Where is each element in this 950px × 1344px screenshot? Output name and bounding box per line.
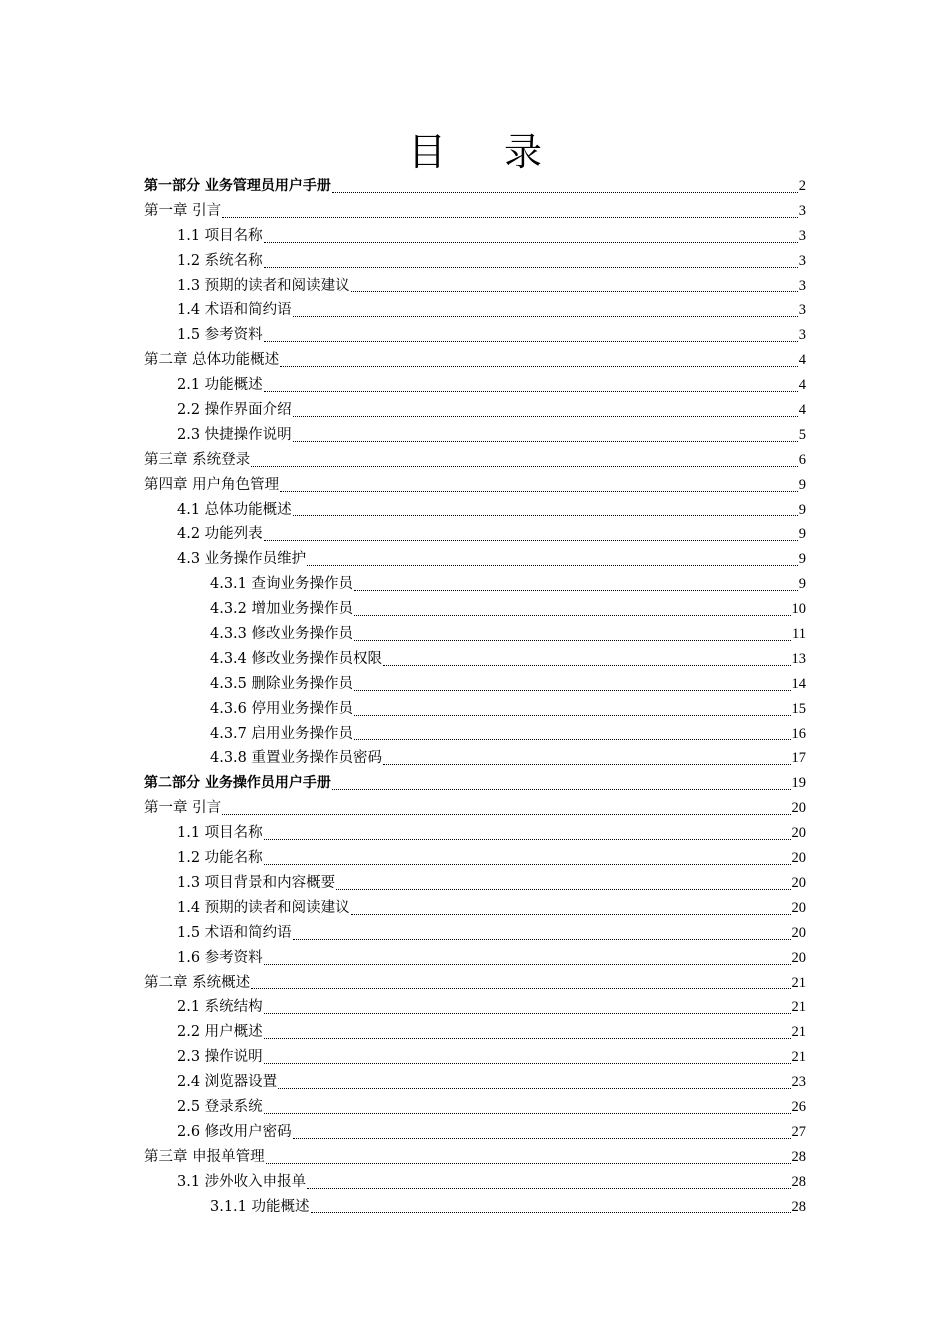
toc-dot-leader: [264, 390, 798, 392]
toc-entry[interactable]: [144, 498, 806, 523]
toc-title: [0, 128, 950, 176]
toc-entry-title: 第一章 引言: [144, 202, 222, 219]
toc-dot-leader: [307, 564, 798, 566]
toc-entry[interactable]: [144, 348, 806, 373]
toc-entry-page-number: 9: [798, 576, 806, 593]
toc-entry-title: 4.1 总体功能概述: [177, 501, 292, 518]
toc-dot-leader: [222, 813, 790, 815]
toc-dot-leader: [293, 514, 798, 516]
toc-entry-title: 4.3.8 重置业务操作员密码: [210, 750, 383, 767]
toc-entry-page-number: 4: [798, 352, 806, 369]
toc-dot-leader: [354, 589, 798, 591]
toc-entry[interactable]: [144, 423, 806, 448]
toc-entry-page-number: 3: [798, 252, 806, 269]
toc-entry-page-number: 20: [791, 800, 806, 817]
toc-dot-leader: [293, 415, 798, 417]
toc-entry-page-number: 20: [791, 825, 806, 842]
toc-entry[interactable]: [144, 522, 806, 547]
toc-entry[interactable]: [144, 1045, 806, 1070]
toc-entry-title: 4.2 功能列表: [177, 526, 263, 543]
toc-entry[interactable]: [144, 597, 806, 622]
toc-entry-page-number: 14: [791, 675, 806, 692]
toc-entry-title: 第一部分 业务管理员用户手册: [144, 178, 331, 194]
toc-entry-title: 1.1 项目名称: [177, 825, 263, 842]
toc-dot-leader: [264, 863, 791, 865]
toc-dot-leader: [293, 440, 798, 442]
toc-entry-page-number: 28: [791, 1173, 806, 1190]
toc-entry-title: 1.5 参考资料: [177, 327, 263, 344]
toc-dot-leader: [251, 987, 790, 989]
toc-entry-page-number: 5: [798, 426, 806, 443]
toc-dot-leader: [293, 1137, 791, 1139]
toc-entry-title: 第二部分 业务操作员用户手册: [144, 775, 331, 792]
toc-dot-leader: [264, 1037, 791, 1039]
toc-entry-title: 1.6 参考资料: [177, 949, 263, 966]
toc-entry-title: 2.5 登录系统: [177, 1098, 263, 1115]
toc-entry[interactable]: [144, 672, 806, 697]
toc-entry[interactable]: [144, 298, 806, 323]
toc-dot-leader: [222, 216, 798, 218]
toc-entry[interactable]: [144, 1120, 806, 1145]
toc-dot-leader: [280, 490, 798, 492]
toc-entry-page-number: 28: [791, 1148, 806, 1165]
toc-entry-title: 1.2 功能名称: [177, 850, 263, 867]
toc-dot-leader: [383, 664, 790, 666]
toc-entry[interactable]: [144, 1170, 806, 1195]
toc-entry[interactable]: [144, 249, 806, 274]
toc-entry-page-number: 21: [791, 1049, 806, 1066]
toc-entry-page-number: 17: [791, 750, 806, 767]
toc-dot-leader: [351, 290, 798, 292]
toc-dot-leader: [293, 938, 791, 940]
toc-dot-leader: [354, 738, 790, 740]
toc-entry-title: 1.4 术语和简约语: [177, 302, 292, 319]
toc-entry[interactable]: [144, 398, 806, 423]
toc-entry-page-number: 21: [791, 974, 806, 991]
toc-dot-leader: [332, 191, 798, 193]
toc-dot-leader: [251, 465, 798, 467]
toc-entry[interactable]: [144, 971, 806, 996]
toc-entry-page-number: 3: [798, 227, 806, 244]
toc-dot-leader: [264, 963, 791, 965]
toc-entry-page-number: 11: [792, 626, 806, 643]
toc-entry[interactable]: [144, 448, 806, 473]
toc-entry[interactable]: [144, 746, 806, 771]
toc-entry-title: 1.1 项目名称: [177, 227, 263, 244]
toc-dot-leader: [264, 1112, 791, 1114]
toc-entry-title: 2.3 操作说明: [177, 1049, 263, 1066]
toc-entry-title: 2.4 浏览器设置: [177, 1074, 278, 1091]
toc-entry-page-number: 9: [798, 526, 806, 543]
toc-entry-title: 4.3.6 停用业务操作员: [210, 700, 354, 717]
toc-dot-leader: [293, 315, 798, 317]
toc-entry-page-number: 20: [791, 874, 806, 891]
toc-dot-leader: [354, 614, 790, 616]
toc-entry[interactable]: [144, 722, 806, 747]
toc-entry-page-number: 3: [798, 302, 806, 319]
toc-entry-page-number: 28: [791, 1198, 806, 1215]
toc-dot-leader: [264, 539, 798, 541]
toc-entry[interactable]: [144, 473, 806, 498]
toc-title-char-2: 录: [504, 130, 543, 174]
toc-entry[interactable]: [144, 1145, 806, 1170]
toc-entry[interactable]: [144, 1020, 806, 1045]
toc-entry[interactable]: [144, 1095, 806, 1120]
toc-entry-title: 第三章 申报单管理: [144, 1148, 265, 1165]
toc-dot-leader: [332, 788, 791, 790]
table-of-contents: [144, 174, 806, 1219]
toc-dot-leader: [264, 241, 798, 243]
toc-entry[interactable]: [144, 199, 806, 224]
toc-entry-title: 2.2 操作界面介绍: [177, 402, 292, 419]
toc-entry-title: 第四章 用户角色管理: [144, 476, 280, 493]
toc-entry[interactable]: [144, 796, 806, 821]
toc-entry-title: 2.6 修改用户密码: [177, 1123, 292, 1140]
toc-entry[interactable]: [144, 995, 806, 1020]
toc-entry-page-number: 20: [791, 850, 806, 867]
toc-dot-leader: [351, 913, 791, 915]
toc-entry-page-number: 20: [791, 899, 806, 916]
toc-entry-page-number: 16: [791, 725, 806, 742]
toc-entry-page-number: 4: [798, 402, 806, 419]
toc-entry-title: 4.3.5 删除业务操作员: [210, 675, 354, 692]
toc-entry-page-number: 23: [791, 1074, 806, 1091]
toc-entry-title: 2.1 功能概述: [177, 377, 263, 394]
toc-entry-page-number: 27: [791, 1123, 806, 1140]
toc-dot-leader: [354, 689, 790, 691]
toc-entry-title: 4.3.4 修改业务操作员权限: [210, 650, 383, 667]
toc-entry[interactable]: [144, 572, 806, 597]
toc-entry-title: 2.2 用户概述: [177, 1024, 263, 1041]
toc-entry-page-number: 6: [798, 451, 806, 468]
toc-entry[interactable]: [144, 697, 806, 722]
toc-entry[interactable]: [144, 622, 806, 647]
toc-entry[interactable]: [144, 647, 806, 672]
toc-entry-page-number: 9: [798, 501, 806, 518]
toc-entry-page-number: 21: [791, 999, 806, 1016]
toc-entry[interactable]: [144, 547, 806, 572]
toc-entry-page-number: 3: [798, 277, 806, 294]
toc-entry-title: 4.3.2 增加业务操作员: [210, 601, 354, 618]
toc-entry-title: 4.3.7 启用业务操作员: [210, 725, 354, 742]
toc-dot-leader: [266, 1162, 791, 1164]
toc-entry-page-number: 20: [791, 949, 806, 966]
toc-dot-leader: [280, 365, 798, 367]
toc-entry-title: 4.3 业务操作员维护: [177, 551, 307, 568]
toc-entry-page-number: 26: [791, 1098, 806, 1115]
toc-entry-title: 3.1.1 功能概述: [210, 1198, 310, 1215]
toc-entry-title: 4.3.1 查询业务操作员: [210, 576, 354, 593]
toc-entry-page-number: 15: [791, 700, 806, 717]
toc-entry[interactable]: [144, 896, 806, 921]
toc-dot-leader: [336, 888, 790, 890]
toc-entry-title: 2.3 快捷操作说明: [177, 426, 292, 443]
toc-entry[interactable]: [144, 921, 806, 946]
toc-dot-leader: [354, 639, 791, 641]
toc-entry-title: 1.4 预期的读者和阅读建议: [177, 899, 350, 916]
toc-entry-title: 1.3 预期的读者和阅读建议: [177, 277, 350, 294]
toc-entry[interactable]: [144, 373, 806, 398]
toc-entry-page-number: 3: [798, 202, 806, 219]
toc-entry[interactable]: [144, 1195, 806, 1220]
toc-entry-title: 第一章 引言: [144, 800, 222, 817]
toc-dot-leader: [264, 838, 791, 840]
toc-entry-page-number: 19: [791, 775, 806, 792]
toc-dot-leader: [264, 340, 798, 342]
toc-entry[interactable]: [144, 846, 806, 871]
toc-dot-leader: [354, 714, 790, 716]
toc-dot-leader: [307, 1187, 790, 1189]
toc-entry-page-number: 9: [798, 551, 806, 568]
toc-entry[interactable]: [144, 871, 806, 896]
toc-entry[interactable]: [144, 174, 806, 199]
toc-entry-page-number: 13: [791, 650, 806, 667]
toc-entry[interactable]: [144, 946, 806, 971]
toc-entry-title: 4.3.3 修改业务操作员: [210, 626, 354, 643]
toc-entry[interactable]: [144, 274, 806, 299]
toc-entry-page-number: 9: [798, 476, 806, 493]
toc-entry-title: 第三章 系统登录: [144, 451, 251, 468]
toc-entry-title: 1.3 项目背景和内容概要: [177, 874, 336, 891]
toc-dot-leader: [311, 1211, 791, 1213]
toc-entry-page-number: 10: [791, 601, 806, 618]
toc-dot-leader: [264, 1062, 791, 1064]
toc-entry[interactable]: [144, 323, 806, 348]
toc-dot-leader: [383, 763, 790, 765]
toc-entry[interactable]: [144, 821, 806, 846]
toc-entry[interactable]: [144, 1070, 806, 1095]
toc-entry-title: 1.2 系统名称: [177, 252, 263, 269]
toc-entry-title: 第二章 系统概述: [144, 974, 251, 991]
toc-entry[interactable]: [144, 224, 806, 249]
toc-entry-page-number: 4: [798, 377, 806, 394]
toc-entry[interactable]: [144, 771, 806, 796]
toc-entry-title: 1.5 术语和简约语: [177, 924, 292, 941]
toc-dot-leader: [278, 1087, 790, 1089]
toc-entry-page-number: 21: [791, 1024, 806, 1041]
toc-entry-title: 2.1 系统结构: [177, 999, 263, 1016]
toc-entry-page-number: 20: [791, 924, 806, 941]
toc-entry-page-number: 2: [798, 178, 806, 194]
toc-entry-title: 第二章 总体功能概述: [144, 352, 280, 369]
toc-entry-title: 3.1 涉外收入申报单: [177, 1173, 307, 1190]
toc-dot-leader: [264, 1012, 791, 1014]
toc-entry-page-number: 3: [798, 327, 806, 344]
toc-dot-leader: [264, 266, 798, 268]
toc-title-char-1: 目: [407, 130, 446, 174]
